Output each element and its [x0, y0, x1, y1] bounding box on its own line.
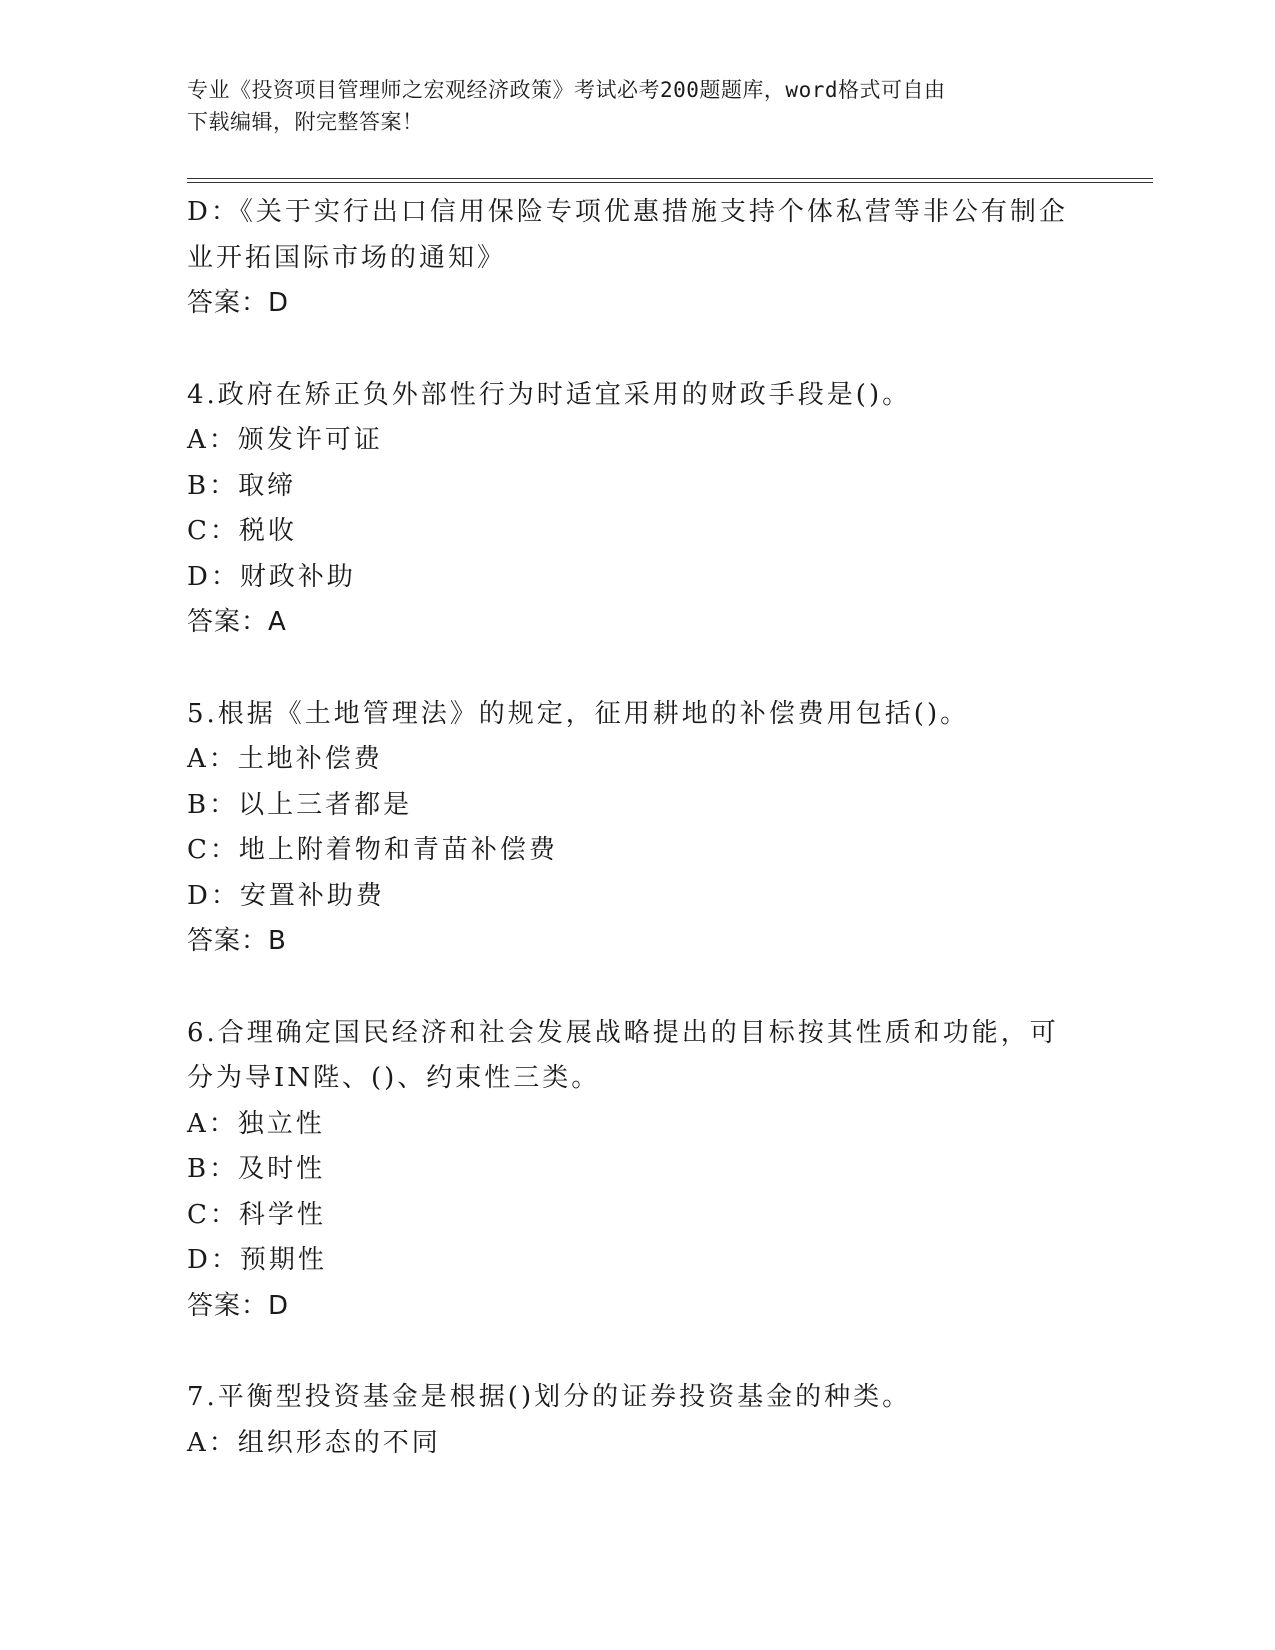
option-a: A：颁发许可证 — [187, 425, 383, 455]
question-text: 7.平衡型投资基金是根据()划分的证券投资基金的种类。 — [187, 1382, 912, 1412]
option-c: C：税收 — [187, 516, 297, 546]
option-a: A：独立性 — [187, 1108, 325, 1139]
answer-line: 答案：B — [187, 926, 287, 956]
question-4 — [187, 373, 1087, 646]
header-line-1: 专业《投资项目管理师之宏观经济政策》考试必考200题题库，word格式可自由 — [187, 78, 946, 102]
question-3-tail — [187, 190, 1087, 327]
option-b: B：及时性 — [187, 1154, 326, 1184]
question-text: 4.政府在矫正负外部性行为时适宜采用的财政手段是()。 — [187, 379, 912, 410]
question-6 — [187, 1011, 1087, 1330]
option-a: A：组织形态的不同 — [187, 1427, 441, 1458]
option-c: C：地上附着物和青苗补偿费 — [187, 835, 558, 865]
question-7 — [187, 1375, 1087, 1466]
option-d-line-1: D：《关于实行出口信用保险专项优惠措施支持个体私营等非公有制企 — [187, 197, 1068, 227]
option-b: B：以上三者都是 — [187, 789, 413, 820]
question-text-line-2: 分为导IN陛、()、约束性三类。 — [187, 1063, 601, 1093]
option-a: A：土地补偿费 — [187, 744, 383, 774]
answer-line: 答案：A — [187, 607, 287, 637]
question-list — [187, 190, 1087, 1466]
header-divider-bottom — [187, 182, 1153, 183]
option-d: D：安置补助费 — [187, 880, 385, 911]
option-c: C：科学性 — [187, 1199, 326, 1230]
answer-line: 答案：D — [187, 1290, 290, 1321]
option-d: D：财政补助 — [187, 561, 356, 592]
header-line-2: 下载编辑，附完整答案！ — [187, 110, 424, 134]
question-5 — [187, 692, 1087, 965]
header-divider-top — [187, 178, 1153, 179]
question-text-line-1: 6.合理确定国民经济和社会发展战略提出的目标按其性质和功能，可 — [187, 1017, 1059, 1048]
option-d-line-2: 业开拓国际市场的通知》 — [187, 242, 507, 273]
question-text: 5.根据《土地管理法》的规定，征用耕地的补偿费用包括()。 — [187, 698, 970, 729]
answer-line: 答案：D — [187, 288, 290, 318]
option-d: D：预期性 — [187, 1245, 327, 1275]
document-header — [187, 74, 1067, 138]
option-b: B：取缔 — [187, 470, 297, 501]
